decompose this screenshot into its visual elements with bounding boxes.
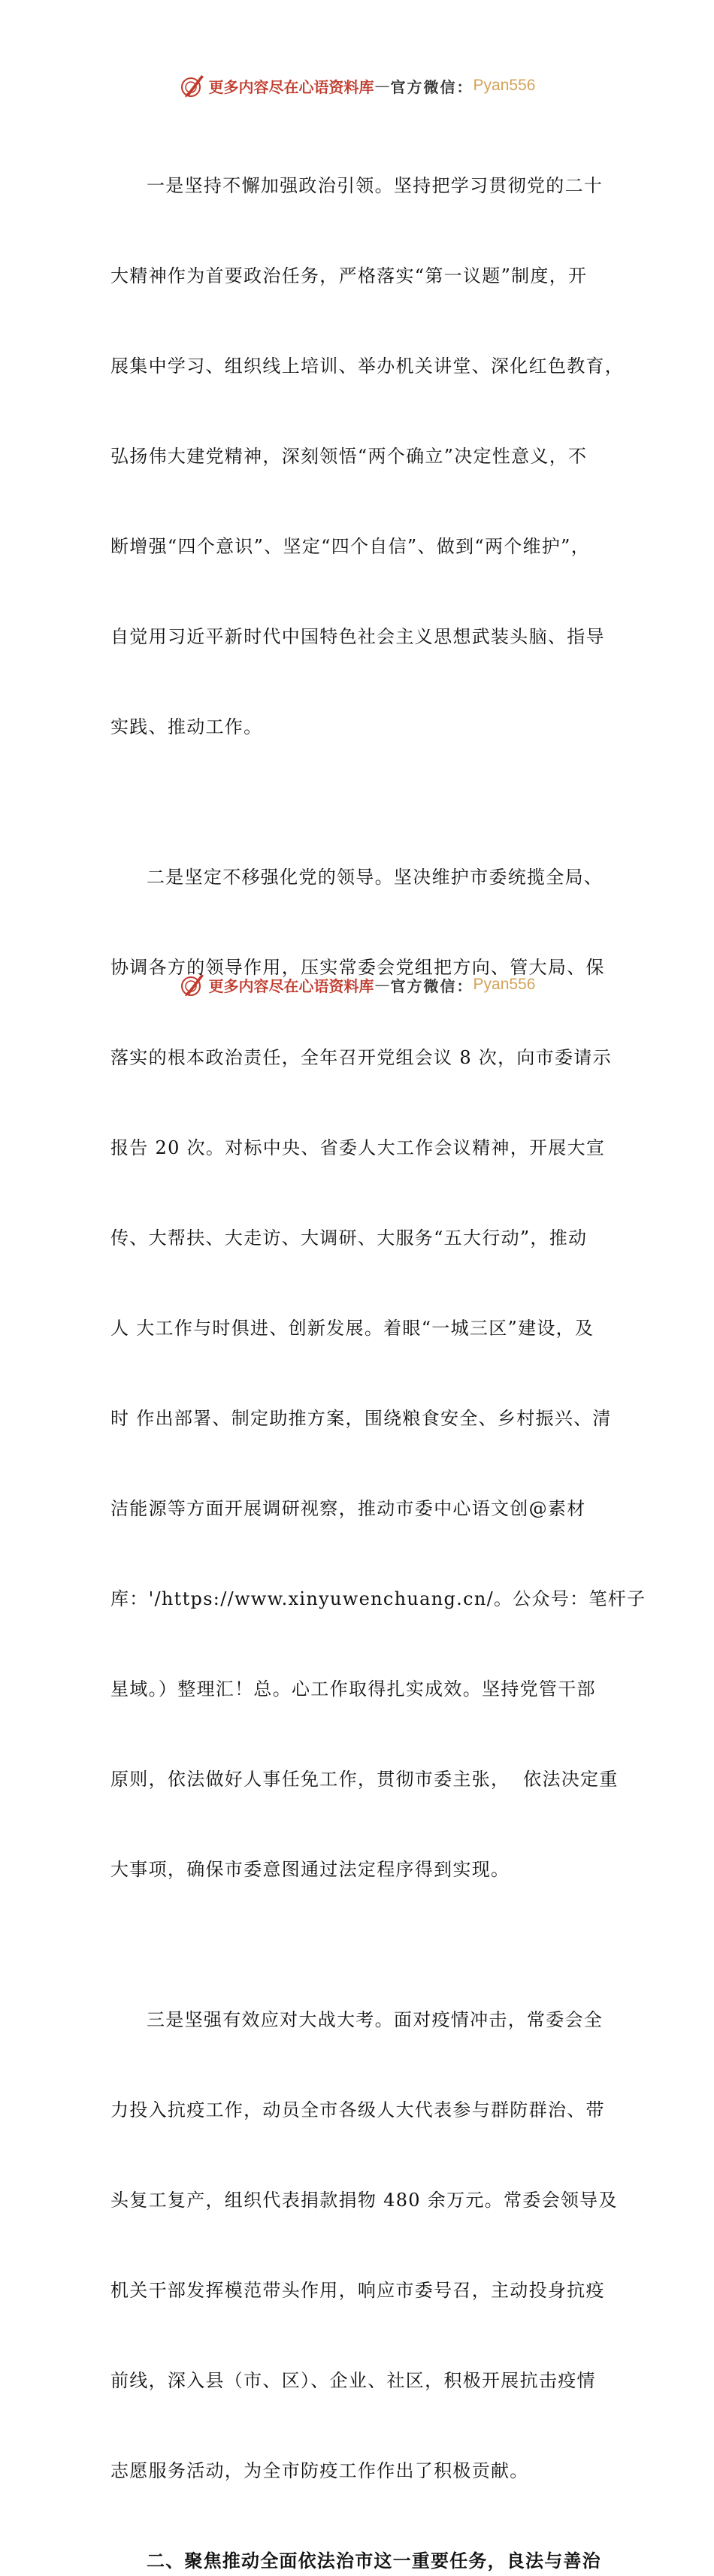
banner-wechat-label: 官方微信： [390,976,473,995]
banner-wechat-label: 官方微信： [390,77,473,96]
banner-dash: — [374,976,390,994]
paragraph-line: 洁能源等方面开展调研视察，推动市委中心语文创@素材 [110,1498,586,1519]
quill-pen-logo-icon [179,72,206,99]
banner-main-text: 更多内容尽在心语资料库 [208,976,374,995]
banner-wechat-id: Pyan556 [473,976,536,993]
paragraph-line: 时 作出部署、制定助推方案，围绕粮食安全、乡村振兴、清 [110,1408,612,1429]
paragraph-line: 大事项，确保市委意图通过法定程序得到实现。 [110,1859,510,1880]
paragraph-line: 落实的根本政治责任，全年召开党组会议 8 次，向市委请示 [110,1047,612,1068]
paragraph-line: 三是坚强有效应对大战大考。面对疫情冲击，常委会全 [147,2009,604,2030]
banner-dash: — [374,77,390,95]
paragraph-line: 一是坚持不懈加强政治引领。坚持把学习贯彻党的二十 [147,175,604,196]
paragraph-line: 前线，深入县（市、区）、企业、社区，积极开展抗击疫情 [110,2370,596,2391]
paragraph-line: 原则，依法做好人事任免工作，贯彻市委主张， 依法决定重 [110,1769,619,1790]
paragraph-line: 二是坚定不移强化党的领导。坚决维护市委统揽全局、 [147,867,604,888]
paragraph-line: 报告 20 次。对标中央、省委人大工作会议精神，开展大宣 [110,1137,606,1158]
paragraph-line: 断增强“四个意识”、坚定“四个自信”、做到“两个维护”， [110,536,591,557]
paragraph-1 [110,110,625,802]
paragraph-line: 弘扬伟大建党精神，深刻领悟“两个确立”决定性意义，不 [110,446,588,467]
paragraph-line: 大精神作为首要政治任务，严格落实“第一议题”制度，开 [110,265,588,286]
quill-pen-logo-icon [179,971,206,998]
banner-main-text: 更多内容尽在心语资料库 [208,77,374,96]
paragraph-line: 机关干部发挥模范带头作用，响应市委号召，主动投身抗疫 [110,2280,605,2301]
banner-wechat-id: Pyan556 [473,77,536,94]
paragraph-3 [110,1945,619,2546]
paragraph-line: 传、大帮扶、大走访、大调研、大服务“五大行动”，推动 [110,1227,588,1249]
paragraph-line: 人 大工作与时俱进、创新发展。着眼“一城三区”建设，及 [110,1318,594,1339]
paragraph-line: 力投入抗疫工作，动员全市各级人大代表参与群防群治、带 [110,2099,605,2120]
paragraph-line: 库：'/https://www.xinyuwenchuang.cn/。公众号：笔杆子 [110,1588,646,1609]
section-heading: 二、聚焦推动全面依法治市这一重要任务，良法与善治 [147,2550,601,2571]
footer-watermark-banner [0,970,714,1000]
paragraph-line: 志愿服务活动，为全市防疫工作作出了积极贡献。 [110,2460,529,2481]
paragraph-line: 实践、推动工作。 [110,716,263,737]
paragraph-line: 自觉用习近平新时代中国特色社会主义思想武装头脑、指导 [110,626,605,647]
header-watermark-banner [0,71,714,101]
paragraph-line: 星域。）整理汇！总。心工作取得扎实成效。坚持党管干部 [110,1678,596,1700]
paragraph-line: 展集中学习、组织线上培训、举办机关讲堂、深化红色教育， [110,356,625,377]
document-body [110,110,646,2576]
paragraph-line: 头复工复产，组织代表捐款捐物 480 余万元。常委会领导及 [110,2190,618,2211]
paragraph-line: 协调各方的领导作用，压实常委会党组把方向、管大局、保 [110,957,605,978]
